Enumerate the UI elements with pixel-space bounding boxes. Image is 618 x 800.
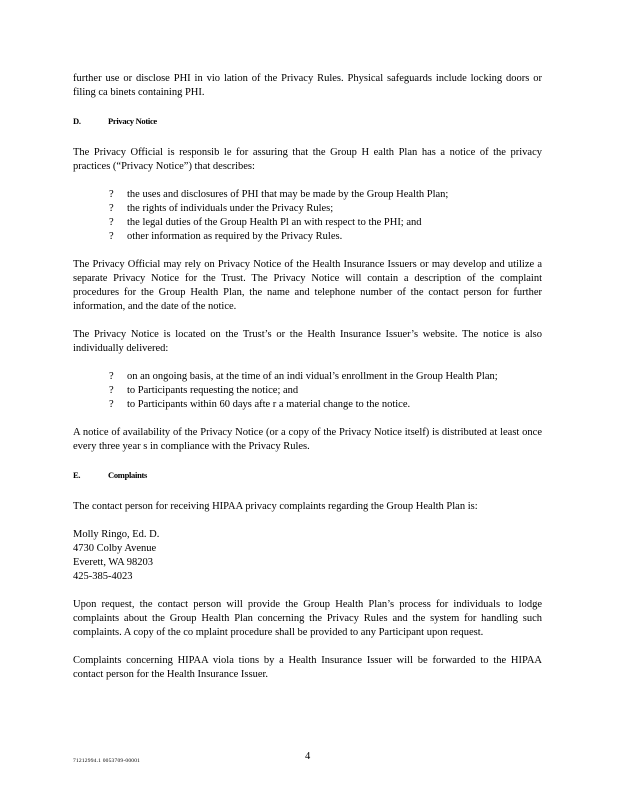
privacy-notice-contents-list [73,188,542,244]
contact-name: Molly Ringo, Ed. D. [73,529,160,540]
list-item [73,202,542,216]
delivery-methods-list [73,370,542,412]
list-item [73,230,542,244]
list-item-text: on an ongoing basis, at the time of an indi vidual’s enrollment in the Group Health Plan; [127,371,498,382]
list-item [73,398,542,412]
section-d-letter: D. [73,116,81,126]
contact-street: 4730 Colby Avenue [73,543,157,554]
section-e-letter: E. [73,470,81,480]
section-d-title: Privacy Notice [108,116,157,126]
list-item-text: the rights of individuals under the Privacy Rules; [127,203,334,214]
intro-paragraph: further use or disclose PHI in vio lation of the Privacy Rules. Physical safeguards include locking doors or filing ca binets containing PHI. [73,73,542,98]
list-item-text: to Participants requesting the notice; and [127,385,299,396]
bullet-mark: ? [109,231,114,242]
section-e-title: Complaints [108,470,148,480]
section-d-heading [73,114,542,128]
list-item-text: the legal duties of the Group Health Pl an with respect to the PHI; and [127,217,422,228]
contact-phone: 425-385-4023 [73,571,133,582]
list-item-text: to Participants within 60 days afte r a material change to the notice. [127,399,411,410]
bullet-mark: ? [109,203,114,214]
bullet-mark: ? [109,385,114,396]
page-footer [73,750,542,764]
list-item [73,384,542,398]
section-d-paragraph-3: The Privacy Notice is located on the Trust’s or the Health Insurance Issuer’s website. The notice is also individually delivered: [73,329,542,354]
bullet-mark: ? [109,217,114,228]
section-d-paragraph-1: The Privacy Official is responsib le for assuring that the Group H ealth Plan has a notice of the privacy practices (“Privacy Notice”) that describes: [73,147,542,172]
list-item-text: other information as required by the Privacy Rules. [127,231,343,242]
page-number: 4 [305,751,311,762]
document-page [73,72,542,696]
list-item [73,188,542,202]
document-id: 71212994.1 0053709-00001 [73,758,141,764]
list-item-text: the uses and disclosures of PHI that may be made by the Group Health Plan; [127,189,449,200]
bullet-mark: ? [109,371,114,382]
section-d-paragraph-4: A notice of availability of the Privacy Notice (or a copy of the Privacy Notice itself) is distributed at least once every three year s in compliance with the Privacy Rules. [73,427,542,452]
section-e-heading [73,468,542,482]
section-e-paragraph-1: The contact person for receiving HIPAA privacy complaints regarding the Group Health Plan is: [73,501,478,512]
contact-city: Everett, WA 98203 [73,557,154,568]
contact-address [73,528,542,584]
section-d-paragraph-2: The Privacy Official may rely on Privacy Notice of the Health Insurance Issuers or may develop and utilize a separate Privacy Notice for the Trust. The Privacy Notice will contain a description of the complaint procedures for the Group Health Plan, the name and telephone number of the contact person for further information, and the date of the notice. [73,259,542,312]
section-e-paragraph-3: Complaints concerning HIPAA viola tions by a Health Insurance Issuer will be forwarded to the HIPAA contact person for the Health Insurance Issuer. [73,655,542,680]
bullet-mark: ? [109,189,114,200]
bullet-mark: ? [109,399,114,410]
list-item [73,216,542,230]
section-e-paragraph-2: Upon request, the contact person will provide the Group Health Plan’s process for individuals to lodge complaints about the Group Health Plan concerning the Privacy Rules and the system for handling such complaints. A copy of the co mplaint procedure shall be provided to any Participant upon request. [73,599,542,638]
list-item [73,370,542,384]
